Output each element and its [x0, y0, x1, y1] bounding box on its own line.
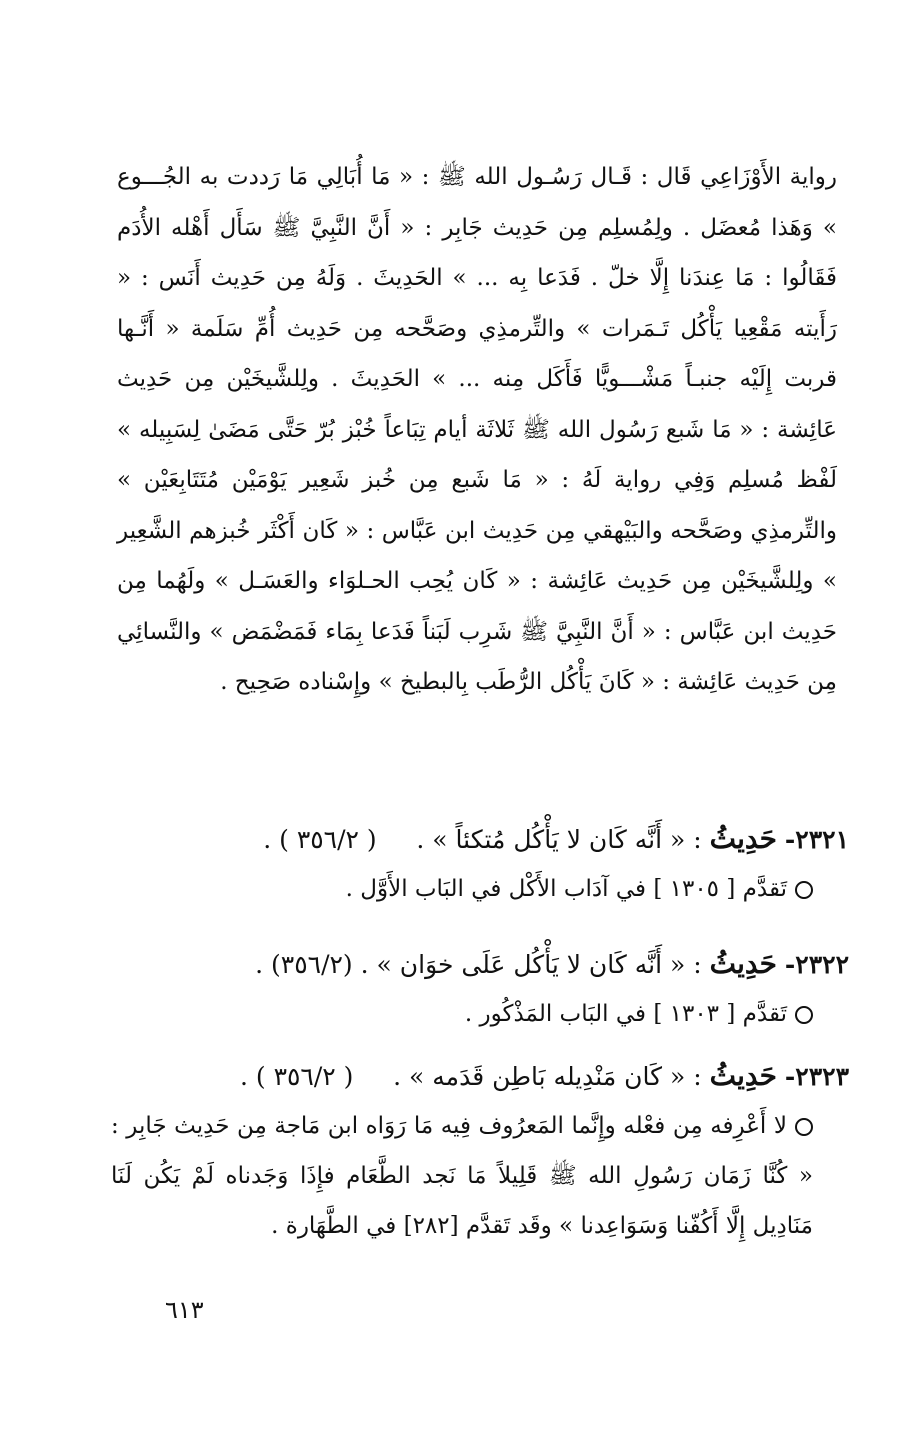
entry-note-text: لا أَعْرِفه مِن فعْله وإِنَّما المَعرُوف فِيه مَا رَوَاه ابن مَاجة مِن حَدِيث جَابِر : « كُنَّا زَمَان رَسُولِ الله ﷺ قَلِيلاً مَا نَجد الطَّعَام فإِذَا وَجَدناه لَمْ يَكُن لَنَا مَنَادِيل إِلَّا أَكُفّنا وَسَوَاعِدنا » وقَد تَقدَّم [٢٨٢] في الطَّهَارة . [111, 1113, 813, 1239]
circle-bullet-icon [795, 1118, 813, 1136]
page-number: ٦١٣ [165, 1296, 204, 1324]
entry-keyword: حَدِيثُ [709, 947, 777, 980]
entry-keyword: حَدِيثُ [709, 1059, 777, 1092]
entry-text: : « كَان مَنْدِيله بَاطِن قَدَمه » . [393, 1062, 702, 1091]
hadith-entry-2322 [109, 940, 849, 1039]
entry-heading [109, 1052, 849, 1101]
entry-keyword: حَدِيثُ [709, 822, 777, 855]
entry-note [111, 1101, 813, 1251]
entry-number: ٢٣٢١- [784, 825, 849, 854]
entry-note-text: تَقدَّم [ ١٣٠٣ ] في البَاب المَذْكُور . [464, 1001, 787, 1027]
hadith-entry-2323 [109, 1052, 849, 1251]
entry-text: : « أَنَّه كَان لا يَأْكُل عَلَى خوَان » . [360, 950, 702, 979]
entry-number: ٢٣٢٢- [784, 950, 849, 979]
entry-reference: ( ٣٥٦/٢ ) . [263, 825, 377, 854]
entry-reference: ( ٣٥٦/٢ ) . [239, 1062, 354, 1091]
entry-text: : « أَنَّه كَان لا يَأْكُل مُتكئاً » . [416, 825, 702, 854]
entry-number: ٢٣٢٣- [784, 1062, 849, 1091]
circle-bullet-icon [795, 881, 813, 899]
entry-heading [109, 940, 849, 989]
entry-note [109, 864, 813, 914]
entry-note-text: تَقدَّم [ ١٣٠٥ ] في آدَاب الأَكْل في البَاب الأَوَّل . [345, 876, 787, 902]
intro-paragraph: رواية الأَوْزَاعِي قَال : قَـال رَسُـول الله ﷺ : « مَا أُبَالِي مَا رَددت به الجُـــوع » وَهَذا مُعضَل . ولِمُسلِم مِن حَدِيث جَابِر : « أَنَّ النَّبِيَّ ﷺ سَأَل أَهْله الأُدَم فَقَالُوا : مَا عِندَنا إِلَّا خلّ . فَدَعا بِه ... » الحَدِيثَ . وَلَهُ مِن حَدِيث أَنَس : « رَأَيته مَقْعِيا يَأْكُل تَـمَرات » والتِّرمذِي وصَحَّحه مِن حَدِيث أُمِّ سَلَمة « أَنَّـها قربت إِلَيْه جنبـاً مَشْـــويًّا فَأَكَل مِنه ... » الحَدِيثَ . ولِلشَّيخَيْن مِن حَدِيث عَائِشة : « مَا شَبع رَسُول الله ﷺ ثَلاثَة أيام تِبَاعاً خُبْز بُرّ حَتَّى مَضَىٰ لِسَبِيله » لَفْظ مُسلِم وَفِي رواية لَهُ : « مَا شَبع مِن خُبز شَعِير يَوْمَيْن مُتَتَابِعَيْن » والتِّرمذِي وصَحَّحه والبَيْهقي مِن حَدِيث ابن عَبَّاس : « كَان أَكْثَر خُبزهم الشَّعِير » ولِلشَّيخَيْن مِن حَدِيث عَائِشة : « كَان يُحِب الحـلوَاء والعَسَـل » ولَهُما مِن حَدِيث ابن عَبَّاس : « أَنَّ النَّبِيَّ ﷺ شَرِب لَبَناً فَدَعا بِمَاء فَمَضْمَض » والنَّسائِي مِن حَدِيث عَائِشة : « كَانَ يَأْكُل الرُّطَب بِالبطيخ » وإِسْناده صَحِيح . [117, 164, 837, 695]
entry-note [109, 989, 813, 1039]
circle-bullet-icon [795, 1006, 813, 1024]
hadith-entry-2321 [109, 815, 849, 914]
entry-reference: (٣٥٦/٢) . [255, 950, 353, 979]
entry-heading [109, 815, 849, 864]
